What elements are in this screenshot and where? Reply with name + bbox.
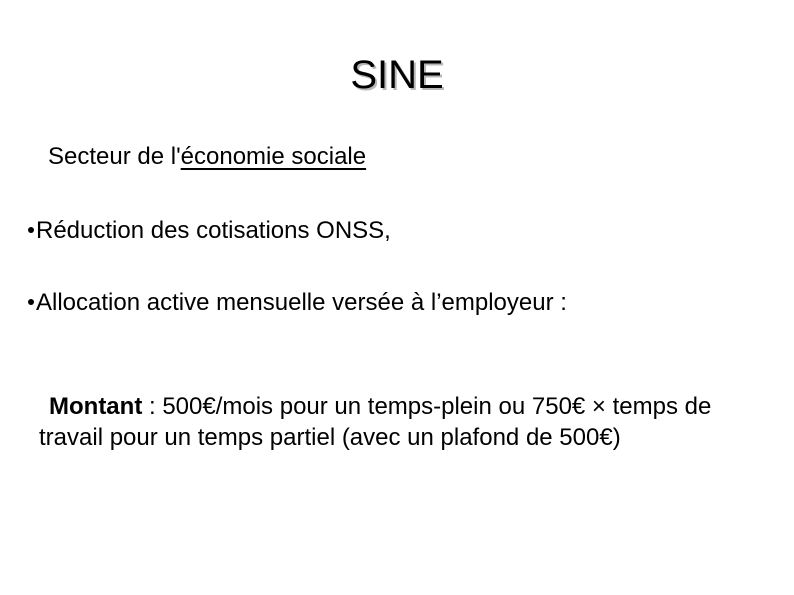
bullet-dot-icon <box>28 299 34 305</box>
slide-title: SINE <box>350 53 444 97</box>
subtitle-prefix: Secteur de l' <box>48 143 181 170</box>
bullet-dot-icon <box>28 227 34 233</box>
amount-paragraph <box>39 391 769 453</box>
bullet-item <box>28 287 567 319</box>
subtitle <box>48 141 366 173</box>
subtitle-underlined-text: économie sociale <box>180 143 367 170</box>
bullet-text: Réduction des cotisations ONSS, <box>36 217 391 244</box>
bullet-text: Allocation active mensuelle versée à l’employeur : <box>36 289 567 316</box>
amount-text: : 500€/mois pour un temps-plein ou 750€ × temps de travail pour un temps partiel (avec un plafond de 500€) <box>39 393 712 451</box>
amount-label: Montant <box>49 393 143 420</box>
bullet-item <box>28 215 391 247</box>
